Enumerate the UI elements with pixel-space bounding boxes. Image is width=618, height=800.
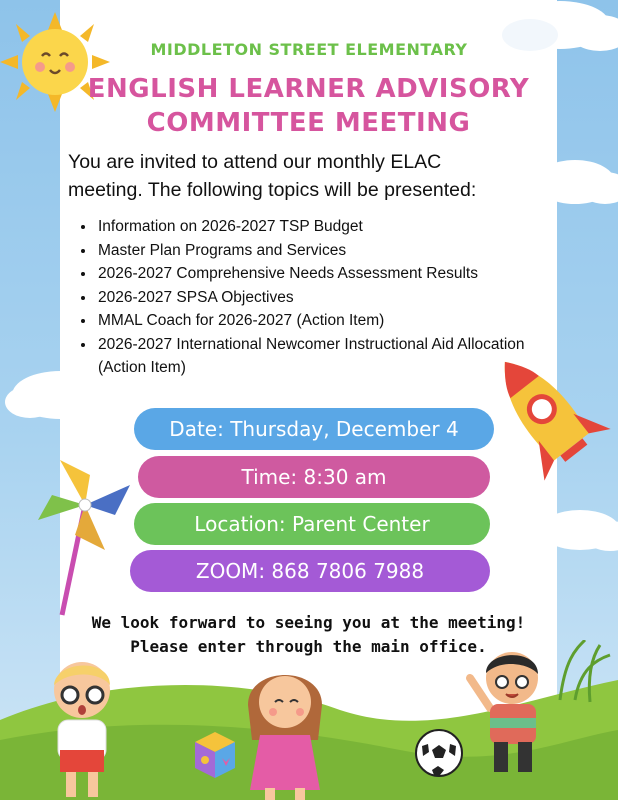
closing-line1: We look forward to seeing you at the meeting! (91, 613, 526, 632)
child-illustration (40, 650, 125, 800)
pinwheel-icon (30, 455, 140, 620)
child-illustration (240, 660, 330, 800)
time-pill: Time: 8:30 am (138, 456, 490, 498)
intro-line1: You are invited to attend our monthly ELAC (68, 151, 442, 173)
list-item: • MMAL Coach for 2026-2027 (Action Item) (96, 309, 566, 333)
closing-line2: Please enter through the main office. (130, 637, 487, 656)
cloud-icon (530, 500, 618, 560)
list-item: • 2026-2027 Comprehensive Needs Assessment Results (96, 262, 566, 286)
list-item: • 2026-2027 International Newcomer Instructional Aid Allocation (Action Item) (96, 333, 566, 380)
school-name: MIDDLETON STREET ELEMENTARY (150, 40, 468, 59)
location-pill: Location: Parent Center (134, 503, 490, 545)
page-title-line1: ENGLISH LEARNER ADVISORY (87, 74, 530, 104)
zoom-pill: ZOOM: 868 7806 7988 (130, 550, 490, 592)
rocket-icon (478, 345, 618, 490)
list-item: • Information on 2026-2027 TSP Budget (96, 215, 566, 239)
intro-line2: meeting. The following topics will be presented: (68, 179, 477, 201)
toy-block-icon (190, 728, 240, 780)
cloud-icon (130, 0, 290, 30)
list-item: • Master Plan Programs and Services (96, 239, 566, 263)
date-pill: Date: Thursday, December 4 (134, 408, 494, 450)
list-item: • 2026-2027 SPSA Objectives (96, 286, 566, 310)
intro-text (68, 148, 548, 204)
soccer-ball-icon (414, 728, 464, 778)
page-title-line2: COMMITTEE MEETING (146, 108, 471, 138)
child-illustration (462, 638, 557, 778)
